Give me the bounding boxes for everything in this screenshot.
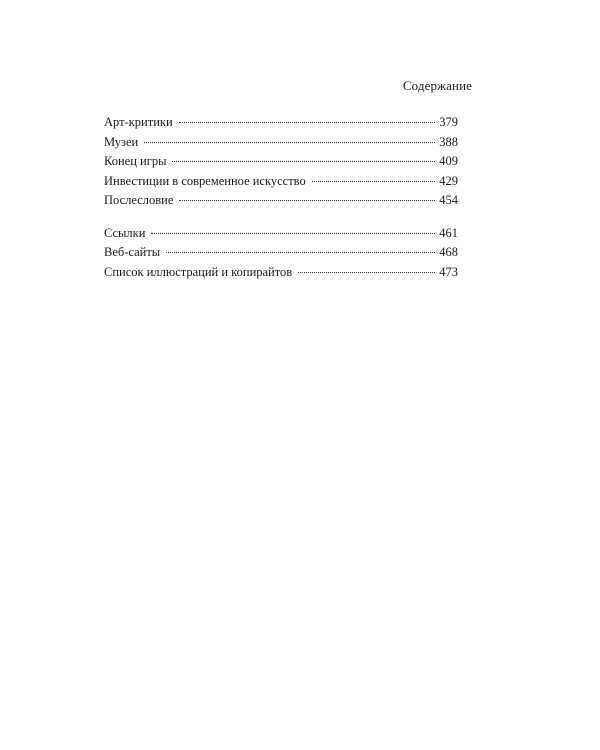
dot-leader	[179, 122, 436, 123]
toc-entry	[104, 191, 458, 211]
toc-entry-page: 379	[439, 115, 458, 129]
toc-entry-title: Ссылки	[104, 225, 146, 240]
toc-entry-page: 468	[439, 245, 458, 259]
running-title: Содержание	[402, 78, 472, 93]
toc-group	[104, 113, 458, 211]
toc-entry	[104, 113, 458, 133]
toc-entry-title: Веб-сайты	[104, 245, 161, 259]
dot-leader	[144, 142, 435, 143]
toc-entry-page: 461	[439, 225, 458, 240]
toc-entry-title: Список иллюстраций и копирайтов	[104, 264, 293, 279]
toc-entry	[104, 243, 458, 263]
toc-entry	[104, 172, 458, 192]
dot-leader	[172, 161, 435, 162]
dot-leader	[151, 233, 435, 234]
toc-entry	[104, 224, 458, 244]
toc-entry-page: 409	[439, 154, 458, 168]
toc-entry-title: Музеи	[104, 134, 139, 149]
toc-entry	[104, 133, 458, 153]
toc-entry-title: Конец игры	[104, 154, 167, 168]
toc-entry	[104, 263, 458, 283]
table-of-contents	[104, 113, 458, 295]
toc-entry-title: Инвестиции в современное искусство	[104, 173, 306, 188]
toc-entry-title: Арт-критики	[104, 115, 173, 129]
dot-leader	[166, 252, 435, 253]
toc-entry-page: 473	[439, 264, 458, 279]
toc-entry-title: Послесловие	[104, 193, 174, 207]
dot-leader	[312, 181, 436, 182]
toc-entry-page: 388	[439, 134, 458, 149]
toc-entry	[104, 152, 458, 172]
toc-group	[104, 224, 458, 283]
toc-entry-page: 454	[439, 193, 458, 207]
toc-entry-page: 429	[439, 173, 458, 188]
dot-leader	[179, 200, 435, 201]
dot-leader	[298, 272, 435, 273]
